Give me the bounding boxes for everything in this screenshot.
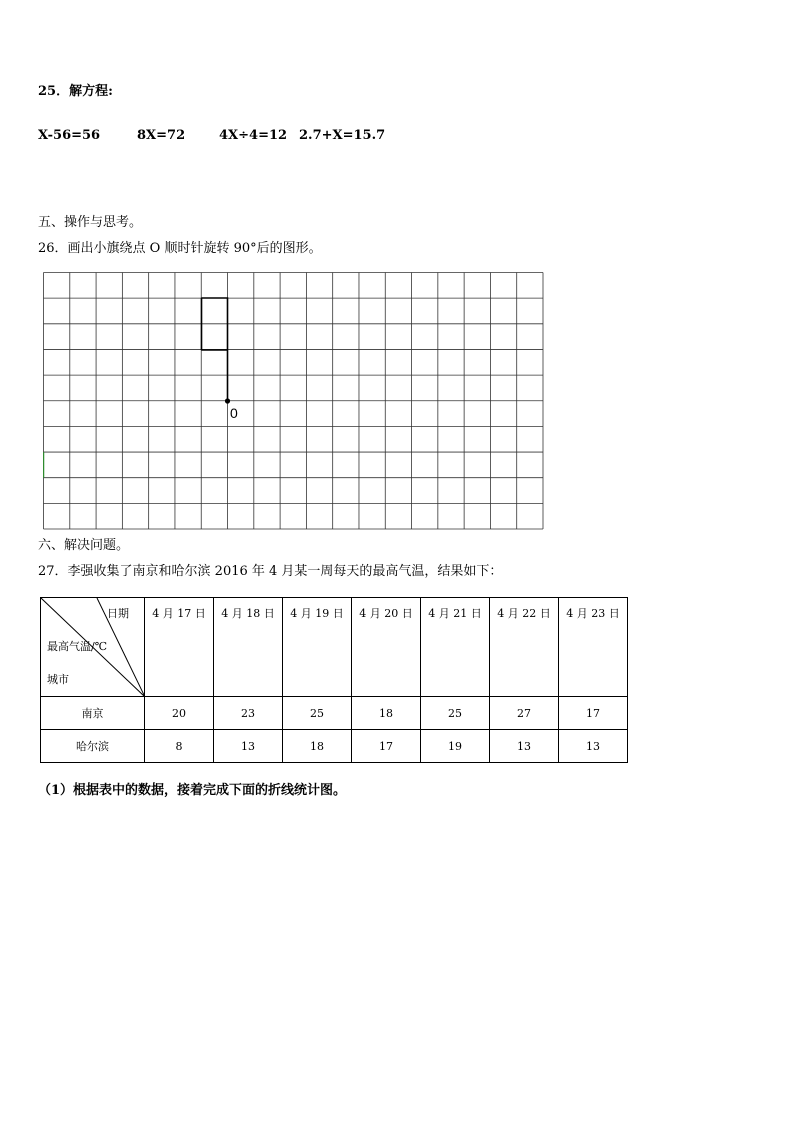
- temp-cell: 20: [145, 697, 214, 730]
- point-o-label: 0: [230, 405, 238, 421]
- temp-cell: 17: [352, 730, 421, 763]
- table-row-nanjing: [41, 697, 628, 730]
- temp-cell: 13: [559, 730, 628, 763]
- temp-cell: 23: [214, 697, 283, 730]
- corner-city-label: 城市: [47, 673, 69, 686]
- date-header: 4 月 20 日: [352, 598, 421, 697]
- temp-cell: 25: [421, 697, 490, 730]
- date-header: 4 月 17 日: [145, 598, 214, 697]
- temp-cell: 19: [421, 730, 490, 763]
- date-header: 4 月 18 日: [214, 598, 283, 697]
- section-6-title: 六、解决问题。: [38, 538, 130, 553]
- temp-cell: 13: [490, 730, 559, 763]
- date-header: 4 月 22 日: [490, 598, 559, 697]
- equation-1: X-56=56: [38, 128, 101, 143]
- corner-cell: [41, 598, 145, 697]
- point-o: [225, 398, 230, 403]
- corner-date-label: 日期: [107, 607, 129, 620]
- temperature-table: [40, 597, 628, 763]
- equation-3: 4X÷4=12: [219, 128, 288, 143]
- q26-title: 26．画出小旗绕点 O 顺时针旋转 90°后的图形。: [38, 241, 322, 256]
- date-header: 4 月 19 日: [283, 598, 352, 697]
- temp-cell: 8: [145, 730, 214, 763]
- table-row-harbin: [41, 730, 628, 763]
- q27-title: 27．李强收集了南京和哈尔滨 2016 年 4 月某一周每天的最高气温，结果如下：: [38, 564, 503, 579]
- equation-2: 8X=72: [137, 128, 186, 143]
- temp-cell: 25: [283, 697, 352, 730]
- corner-temp-label: 最高气温/℃: [47, 640, 108, 653]
- q27-sub1: （1）根据表中的数据，接着完成下面的折线统计图。: [38, 783, 347, 798]
- date-header: 4 月 23 日: [559, 598, 628, 697]
- temp-cell: 27: [490, 697, 559, 730]
- temp-cell: 13: [214, 730, 283, 763]
- q25-title: 25．解方程:: [38, 84, 113, 99]
- equation-4: 2.7+X=15.7: [299, 128, 386, 143]
- date-header: 4 月 21 日: [421, 598, 490, 697]
- grid-svg: [43, 272, 544, 530]
- city-cell: 南京: [41, 697, 145, 730]
- city-cell: 哈尔滨: [41, 730, 145, 763]
- temp-cell: 17: [559, 697, 628, 730]
- temp-cell: 18: [283, 730, 352, 763]
- temp-cell: 18: [352, 697, 421, 730]
- section-5-title: 五、操作与思考。: [38, 215, 143, 230]
- rotation-grid: [43, 272, 544, 530]
- table-header-row: [41, 598, 628, 697]
- flag: [202, 298, 239, 421]
